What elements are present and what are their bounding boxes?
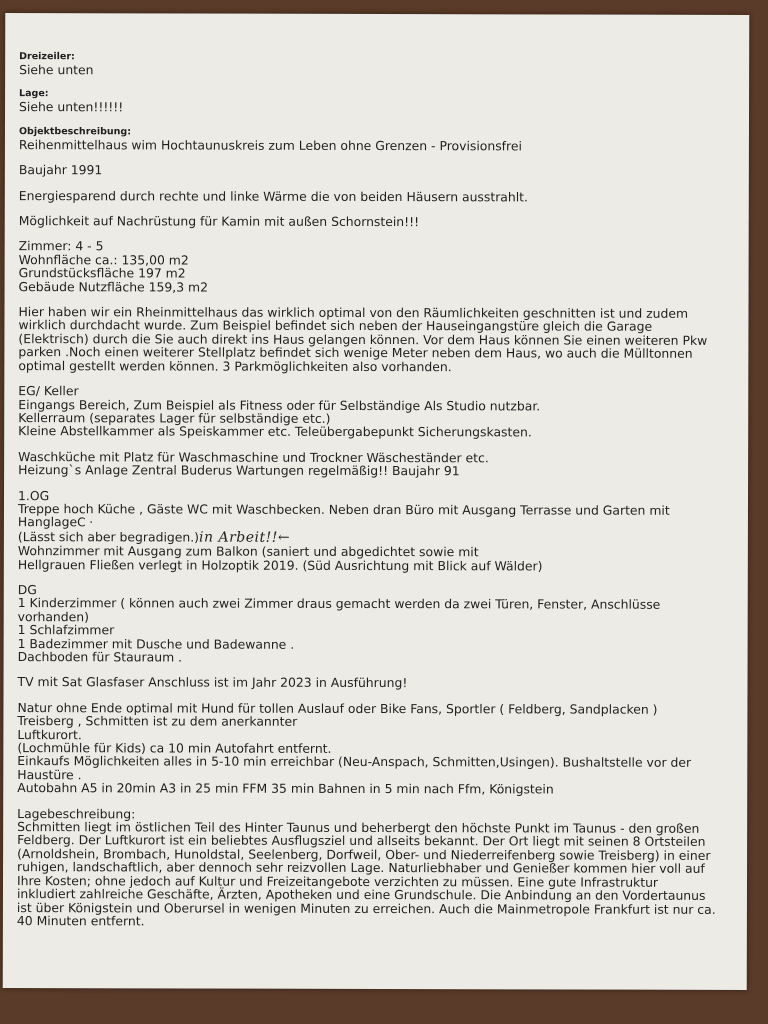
text-line: inkludiert zahlreiche Geschäfte, Ärzten, Apotheken und eine Grundschule. Die Anbindung an den Vordertaunus <box>16 886 706 903</box>
text-line: ist über Königstein und Oberursel in wenigen Minuten zu erreichen. Auch die Mainmetropole Frankfurt ist nur ca. <box>16 899 716 917</box>
text-line: Luftkurort. <box>17 726 82 742</box>
objekt-label: Objektbeschreibung: <box>18 125 132 138</box>
text-line: Wohnzimmer mit Ausgang zum Balkon (saniert und abgedichtet sowie mit <box>17 543 479 560</box>
text-line: Möglichkeit auf Nachrüstung für Kamin mit außen Schornstein!!! <box>18 213 420 230</box>
text-line: optimal gestellt werden können. 3 Parkmöglichkeiten also vorhanden. <box>18 357 452 374</box>
text-line: Heizung`s Anlage Zentral Buderus Wartungen regelmäßig!! Baujahr 91 <box>18 462 460 479</box>
text-line: vorhanden) <box>17 608 89 625</box>
text-line: Ihre Kosten; ohne jedoch auf Kultur und Freizeitangebote verzichten zu müssen. Eine gute Infrastruktur <box>16 872 659 890</box>
text-line: Eingangs Bereich, Zum Beispiel als Fitness oder für Selbständige Als Studio nutzbar. <box>18 396 541 413</box>
text-line: Hier haben wir ein Rheinmittelhaus das wirklich optimal von den Räumlichkeiten geschnitten ist und zudem <box>18 304 689 321</box>
text-line: Kellerraum (separates Lager für selbständige etc.) <box>18 409 331 426</box>
text-line: parken .Noch einen weiterer Stellplatz befindet sich wenige Meter neben dem Haus, wo auch die Mülltonnen <box>18 344 693 362</box>
text-line: DG <box>17 582 37 598</box>
og-body <box>17 544 738 929</box>
text-line: Wohnfläche ca.: 135,00 m2 <box>18 251 189 268</box>
text-line: Autobahn A5 in 20min A3 in 25 min FFM 35 min Bahnen in 5 min nach Ffm, Königstein <box>17 780 554 797</box>
text-line: Treppe hoch Küche , Gäste WC mit Waschbecken. Neben dran Büro mit Ausgang Terrasse und Garten mit <box>17 501 670 518</box>
objekt-body <box>18 138 739 517</box>
text-line: 1 Badezimmer mit Dusche und Badewanne . <box>17 635 295 652</box>
text-line: (Arnoldshein, Brombach, Hunoldstal, Seelenberg, Dorfweil, Ober- und Niederreifenberg sowie Treisberg) in einer <box>17 845 711 863</box>
text-line: ruhigen, landschaftlich, aber dennoch sehr reizvollen Lage. Naturliebhaber und Genießer kommen hier voll auf <box>17 859 705 877</box>
text-line: Energiesparend durch rechte und linke Wärme die von beiden Häusern ausstrahlt. <box>18 187 529 205</box>
text-line: Schmitten liegt im östlichen Teil des Hinter Taunus und beherbergt den höchste Punkt im Taunus - den großen <box>17 819 700 836</box>
document-content <box>17 51 739 929</box>
text-line: Feldberg. Der Luftkurort ist ein beliebtes Ausflugsziel und allseits bekannt. Der Ort liegt mit seinen 8 Ortsteilen <box>17 832 706 850</box>
text-line: wirklich durchdacht wurde. Zum Beispiel befindet sich neben der Hauseingangstüre gleich die Garage <box>18 317 653 335</box>
text-line: Lagebeschreibung: <box>17 805 136 822</box>
text-line: 40 Minuten entfernt. <box>16 912 145 929</box>
text-line: Grundstücksfläche 197 m2 <box>18 265 186 281</box>
text-line: 1 Schlafzimmer <box>17 622 115 638</box>
handwritten-note: in Arbeit!! <box>199 529 278 546</box>
text-line: 1 Kinderzimmer ( können auch zwei Zimmer draus gemacht werden da zwei Türen, Fenster, Anschlüsse <box>17 595 661 613</box>
handwritten-arrow-icon: ← <box>277 529 291 546</box>
text-line: Kleine Abstellkammer als Speiskammer etc. Teleübergabepunkt Sicherungskasten. <box>18 423 532 440</box>
text-line: Waschküche mit Platz für Waschmaschine und Trockner Wäscheständer etc. <box>18 448 489 466</box>
text-line: Dachboden für Stauraum . <box>17 649 183 665</box>
text-line: TV mit Sat Glasfaser Anschluss ist im Jahr 2023 in Ausführung! <box>17 674 408 691</box>
text-line: EG/ Keller <box>18 383 79 399</box>
text-line: Reihenmittelhaus wim Hochtaunuskreis zum Leben ohne Grenzen - Provisionsfrei <box>18 136 522 154</box>
dreizeiler-value: Siehe unten <box>19 62 94 78</box>
text-line: Haustüre . <box>17 766 82 783</box>
lage-label: Lage: <box>19 88 49 100</box>
dreizeiler-label: Dreizeiler: <box>19 51 75 63</box>
lage-value: Siehe unten!!!!!! <box>19 99 124 115</box>
text-line: Natur ohne Ende optimal mit Hund für tollen Auslauf oder Bike Fans, Sportler ( Feldberg, Sandplacken ) <box>17 699 658 717</box>
text-line: Einkaufs Möglichkeiten alles in 5-10 min erreichbar (Neu-Anspach, Schmitten,Usingen). Bushaltstelle vor der <box>17 753 692 771</box>
text-line: Gebäude Nutzfläche 159,3 m2 <box>18 278 209 295</box>
document-page <box>3 13 750 990</box>
text-line: (Elektrisch) durch die Sie auch direkt ins Haus gelangen können. Vor dem Haus können Sie einen weiteren Pkw <box>18 330 708 348</box>
pen-mark: C · <box>77 515 94 530</box>
laesst-text: (Lässt sich aber begradigen.) <box>17 528 200 545</box>
text-line: (Lochmühle für Kids) ca 10 min Autofahrt entfernt. <box>17 740 332 756</box>
text-line: Hellgrauen Fließen verlegt in Holzoptik 2019. (Süd Ausrichtung mit Blick auf Wälder) <box>17 556 543 573</box>
text-line: Treisberg , Schmitten ist zu dem anerkannter <box>17 713 298 730</box>
hanglage-text: Hanglage <box>17 514 78 530</box>
text-line: Baujahr 1991 <box>18 162 103 178</box>
text-line: Zimmer: 4 - 5 <box>18 238 104 254</box>
text-line: 1.OG <box>17 487 50 503</box>
